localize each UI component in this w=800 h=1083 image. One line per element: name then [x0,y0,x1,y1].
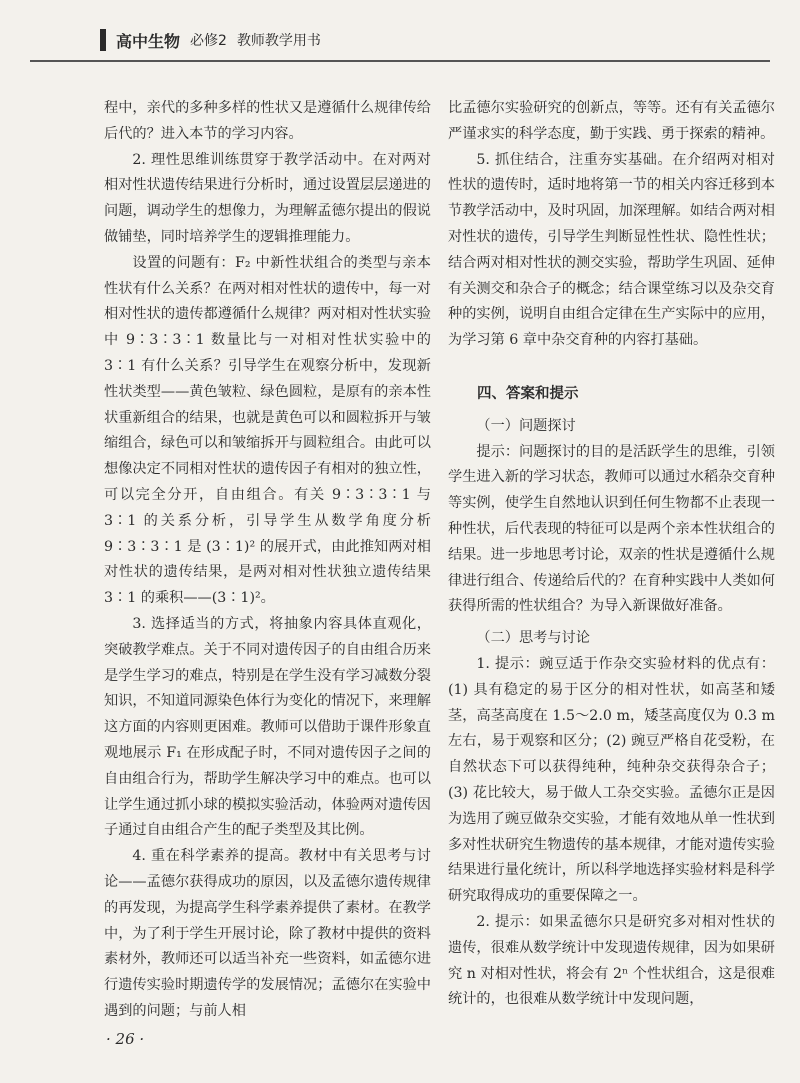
paragraph: 3. 选择适当的方式，将抽象内容具体直观化，突破教学难点。关于不同对遗传因子的自由组合历来是学生学习的难点，特别是在学生没有学习减数分裂知识，不知道同源染色体行为变化的情况下，来理解这方面的内容则更困难。教师可以借助于课件形象直观地展示 F₁ 在形成配子时，不同对遗传因子之间的自由组合行为，帮助学生解决学习中的难点。也可以让学生通过抓小球的模拟实验活动，体验两对遗传因子通过自由组合产生的配子类型及其比例。 [104,615,431,839]
running-header [100,26,740,54]
header-rule [30,60,770,62]
paragraph: 5. 抓住结合，注重夯实基础。在介绍两对相对性状的遗传时，适时地将第一节的相关内容迁移到本节教学活动中，及时巩固，加深理解。如结合两对相对性状的遗传，引导学生判断显性性状、隐性性状；结合两对相对性状的测交实验，帮助学生巩固、延伸有关测交和杂合子的概念；结合课堂练习以及杂交育种的实例，说明自由组合定律在生产实际中的应用，为学习第 6 章中杂交育种的内容打基础。 [448,151,775,349]
paragraph: 2. 提示：如果孟德尔只是研究多对相对性状的遗传，很难从数学统计中发现遗传规律，因为如果研究 n 对相对性状，将会有 2ⁿ 个性状组合，这是很难统计的，也很难从数学统计中发现问题， [448,913,775,1008]
paragraph: 设置的问题有：F₂ 中新性状组合的类型与亲本性状有什么关系？在两对相对性状的遗传中，每一对相对性状的遗传都遵循什么规律？两对相对性状实验中 9∶3∶3∶1 数量比与一对相对性状实验中的 3∶1 有什么关系？引导学生在观察分析中，发现新性状类型——黄色皱粒、绿色圆粒，是原有的亲本性状重新组合的结果，也就是黄色可以和圆粒拆开与皱缩组合，绿色可以和皱缩拆开与圆粒组合。由此可以想像决定不同相对性状的遗传因子有相对的独立性，可以完全分开，自由组合。有关 9∶3∶3∶1 与 3∶1 的关系分析，引导学生从数学角度分析 9∶3∶3∶1 是 (3∶1)² 的展开式，由此推知两对相对性状的遗传结果，是两对相对性状独立遗传结果 3∶1 的乘积——(3∶1)²。 [104,254,431,607]
paragraph: 程中，亲代的多种多样的性状又是遵循什么规律传给后代的？进入本节的学习内容。 [104,100,431,142]
paragraph: 比孟德尔实验研究的创新点，等等。还有有关孟德尔严谨求实的科学态度，勤于实践、勇于探索的精神。 [448,100,775,142]
header-book-title: 高中生物 [116,31,181,51]
paragraph: 提示：问题探讨的目的是活跃学生的思维，引领学生进入新的学习状态，教师可以通过水稻杂交育种等实例，使学生自然地认识到任何生物都不止表现一种性状，后代表现的特征可以是两个亲本性状组合的结果。进一步地思考讨论，双亲的性状是遵循什么规律进行组合、传递给后代的？在育种实践中人类如何获得所需的性状组合？为导入新课做好准备。 [448,443,775,615]
subsection-heading: （一）问题探讨 [476,417,576,434]
section-heading: 四、答案和提示 [477,385,579,402]
page-number: · 26 · [106,1030,145,1048]
header-bar [100,29,106,51]
paragraph: 4. 重在科学素养的提高。教材中有关思考与讨论——孟德尔获得成功的原因，以及孟德尔遗传规律的再发现，为提高学生科学素养提供了素材。在教学中，为了利于学生开展讨论，除了教材中提供的资料素材外，教师还可以适当补充一些资料，如孟德尔进行遗传实验时期遗传学的发展情况；孟德尔在实验中遇到的问题；与前人相 [104,848,431,1019]
header-volume: 必修2 [190,33,227,49]
header-usage: 教师教学用书 [236,33,321,49]
paragraph: 2. 理性思维训练贯穿于教学活动中。在对两对相对性状遗传结果进行分析时，通过设置层层递进的问题，调动学生的想像力，为理解孟德尔提出的假说做铺垫，同时培养学生的逻辑推理能力。 [104,151,431,245]
paragraph: 1. 提示：豌豆适于作杂交实验材料的优点有：(1) 具有稳定的易于区分的相对性状，如高茎和矮茎，高茎高度在 1.5～2.0 m，矮茎高度仅为 0.3 m 左右，易于观察和区分；(2) 豌豆严格自花受粉，在自然状态下可以获得纯种，纯种杂交获得杂合子；(3) 花比较大，易于做人工杂交实验。孟德尔正是因为选用了豌豆做杂交实验，才能有效地从单一性状到多对性状研究生物遗传的基本规律，才能对遗传实验结果进行量化统计，所以科学地选择实验材料是科学研究取得成功的重要保障之一。 [448,655,775,905]
left-column [104,96,431,1025]
right-column [448,96,775,1013]
subsection-heading: （二）思考与讨论 [476,630,590,647]
